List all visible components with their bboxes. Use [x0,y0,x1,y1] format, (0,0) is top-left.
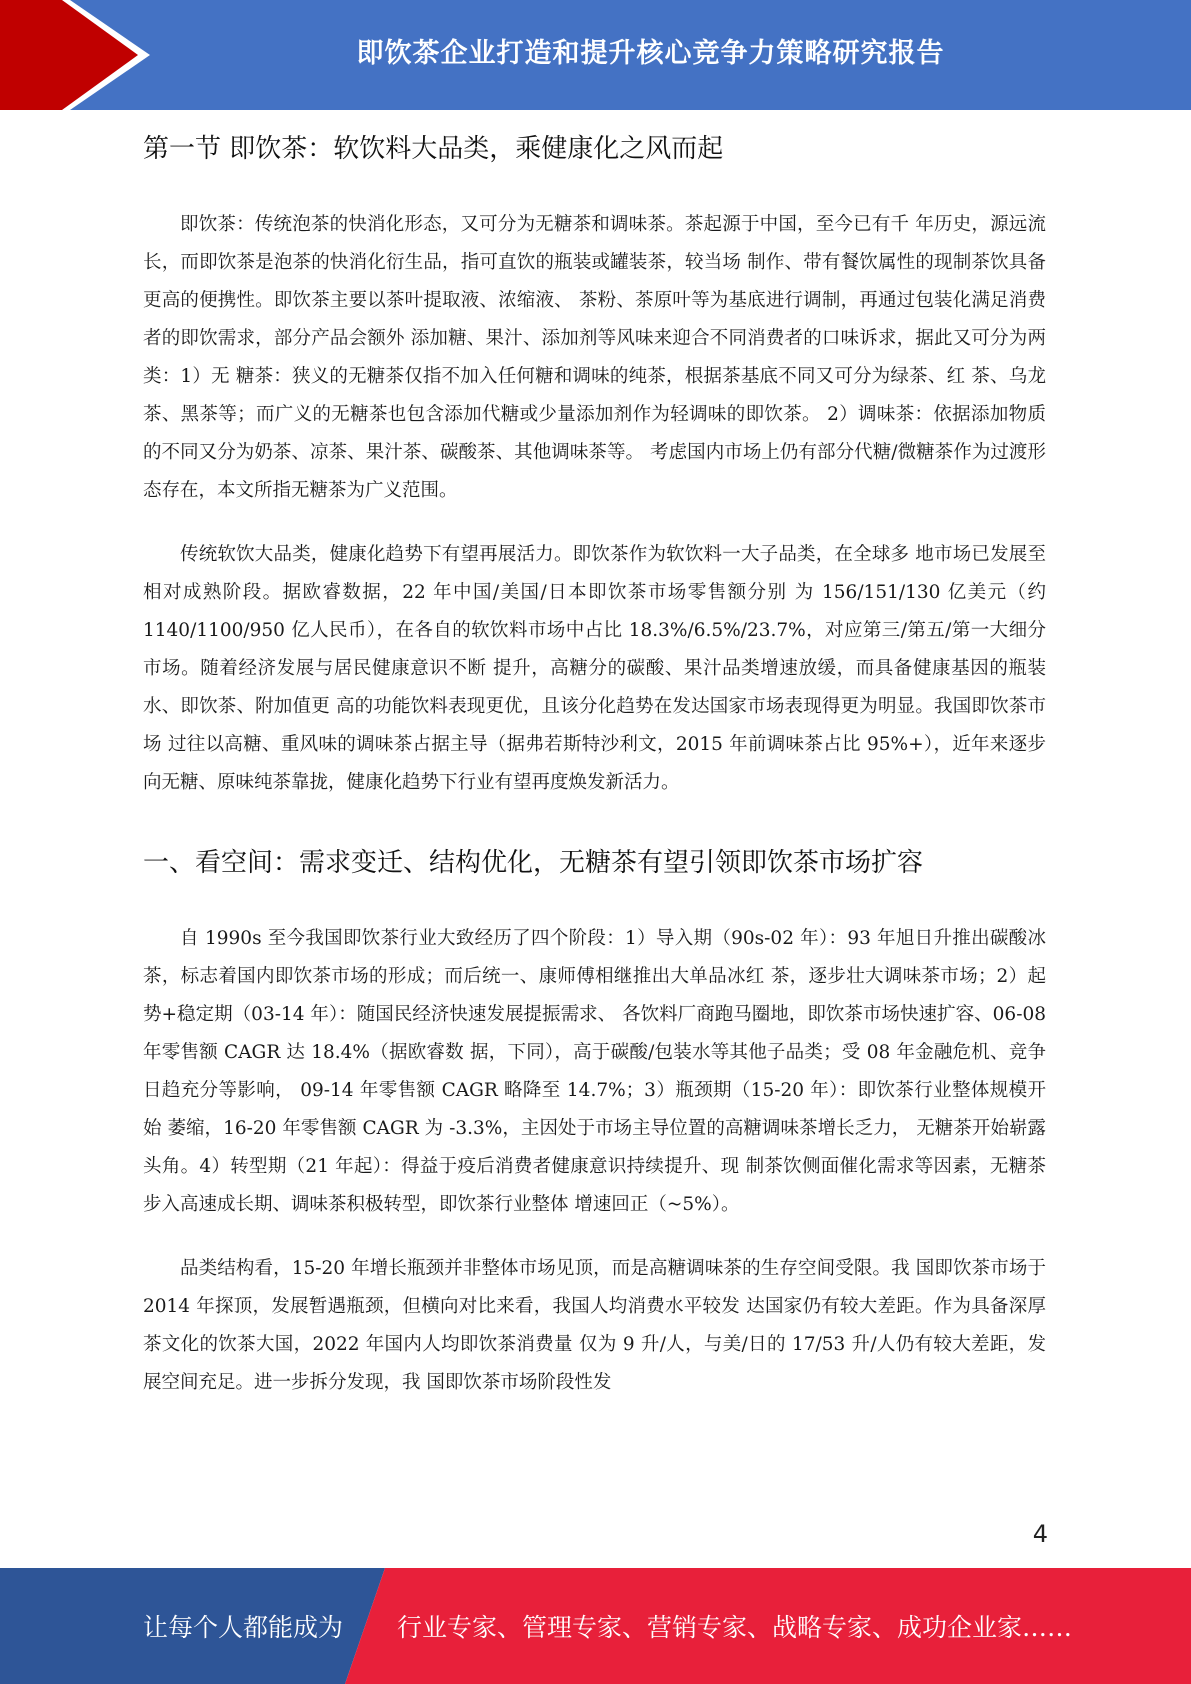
footer-slogan-left: 让每个人都能成为 [143,1613,344,1642]
page-footer [0,1568,1191,1684]
page-header [0,0,1191,110]
paragraph-4: 品类结构看，15-20 年增长瓶颈并非整体市场见顶，而是高糖调味茶的生存空间受限。我 国即饮茶市场于 2014 年探顶，发展暂遇瓶颈，但横向对比来看，我国人均消费水平较发 达国家仍有较大差距。作为具备深厚茶文化的饮茶大国，2022 年国内人均即饮茶消费量 仅为 9 升/人，与美/日的 17/53 升/人仍有较大差距，发展空间充足。进一步拆分发现，我 国即饮茶市场阶段性发 [143,1258,1046,1393]
paragraph-2: 传统软饮大品类，健康化趋势下有望再展活力。即饮茶作为软饮料一大子品类，在全球多 地市场已发展至相对成熟阶段。据欧睿数据，22 年中国/美国/日本即饮茶市场零售额分别 为 156/151/130 亿美元（约 1140/1100/950 亿人民币），在各自的软饮料市场中占比 18.3%/6.5%/23.7%，对应第三/第五/第一大细分市场。随着经济发展与居民健康意识不断 提升，高糖分的碳酸、果汁品类增速放缓，而具备健康基因的瓶装水、即饮茶、附加值更 高的功能饮料表现更优，且该分化趋势在发达国家市场表现得更为明显。我国即饮茶市场 过往以高糖、重风味的调味茶占据主导（据弗若斯特沙利文，2015 年前调味茶占比 95%+），近年来逐步向无糖、原味纯茶靠拢，健康化趋势下行业有望再度焕发新活力。 [143,544,1046,793]
report-title: 即饮茶企业打造和提升核心竞争力策略研究报告 [356,37,945,69]
footer-slogan-right: 行业专家、管理专家、营销专家、战略专家、成功企业家…… [397,1613,1073,1642]
paragraph-1: 即饮茶：传统泡茶的快消化形态，又可分为无糖茶和调味茶。茶起源于中国，至今已有千 年历史，源远流长，而即饮茶是泡茶的快消化衍生品，指可直饮的瓶装或罐装茶，较当场 制作、带有餐饮属性的现制茶饮具备更高的便携性。即饮茶主要以茶叶提取液、浓缩液、 茶粉、茶原叶等为基底进行调制，再通过包装化满足消费者的即饮需求，部分产品会额外 添加糖、果汁、添加剂等风味来迎合不同消费者的口味诉求，据此又可分为两类：1）无 糖茶：狭义的无糖茶仅指不加入任何糖和调味的纯茶，根据茶基底不同又可分为绿茶、红 茶、乌龙茶、黑茶等；而广义的无糖茶也包含添加代糖或少量添加剂作为轻调味的即饮茶。 2）调味茶：依据添加物质的不同又分为奶茶、凉茶、果汁茶、碳酸茶、其他调味茶等。 考虑国内市场上仍有部分代糖/微糖茶作为过渡形态存在，本文所指无糖茶为广义范围。 [143,214,1046,501]
paragraph-3: 自 1990s 至今我国即饮茶行业大致经历了四个阶段：1）导入期（90s-02 年）：93 年旭日升推出碳酸冰茶，标志着国内即饮茶市场的形成；而后统一、康师傅相继推出大单品冰红 茶，逐步壮大调味茶市场；2）起势+稳定期（03-14 年）：随国民经济快速发展提振需求、 各饮料厂商跑马圈地，即饮茶市场快速扩容、06-08 年零售额 CAGR 达 18.4%（据欧睿数 据，下同），高于碳酸/包装水等其他子品类；受 08 年金融危机、竞争日趋充分等影响， 09-14 年零售额 CAGR 略降至 14.7%；3）瓶颈期（15-20 年）：即饮茶行业整体规模开始 萎缩，16-20 年零售额 CAGR 为 -3.3%，主因处于市场主导位置的高糖调味茶增长乏力， 无糖茶开始崭露头角。4）转型期（21 年起）：得益于疫后消费者健康意识持续提升、现 制茶饮侧面催化需求等因素，无糖茶步入高速成长期、调味茶积极转型，即饮茶行业整体 增速回正（~5%）。 [143,928,1046,1215]
page-number: 4 [1032,1520,1048,1548]
header-arrow-icon [0,0,160,110]
section-heading-1: 第一节 即饮茶：软饮料大品类，乘健康化之风而起 [143,134,724,164]
page-content [143,118,1046,1402]
section-heading-2: 一、看空间：需求变迁、结构优化，无糖茶有望引领即饮茶市场扩容 [143,848,924,878]
